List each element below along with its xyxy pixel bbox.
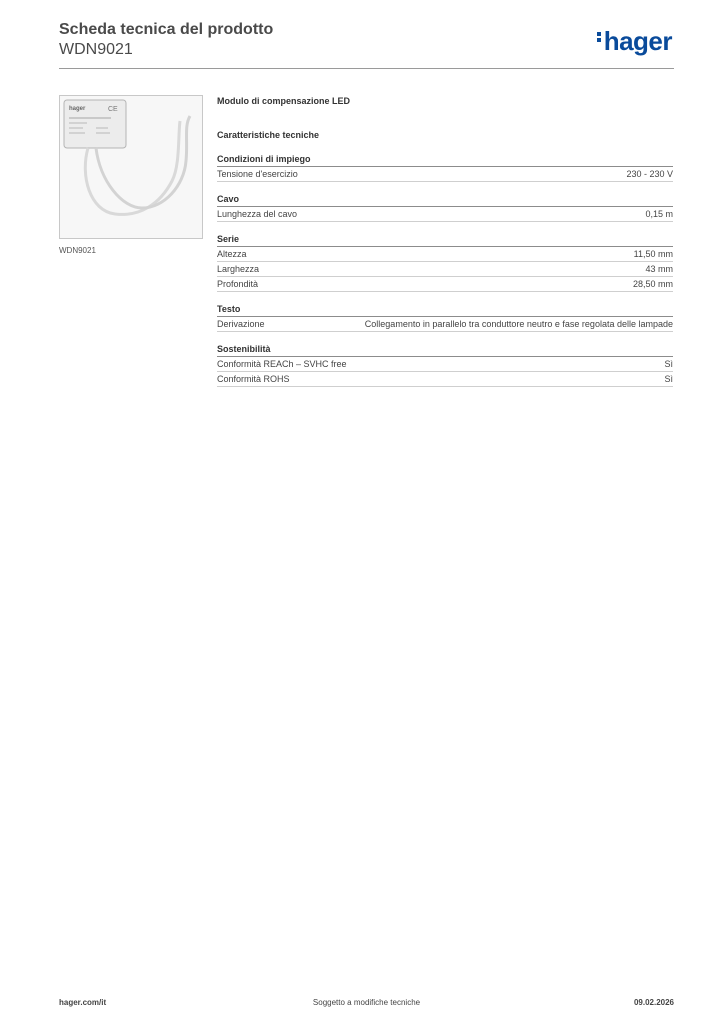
spec-group-sostenibilita (217, 344, 673, 387)
spec-value: 28,50 mm (632, 279, 673, 289)
spec-row (217, 372, 673, 387)
spec-row (217, 277, 673, 292)
footer-notice: Soggetto a modifiche tecniche (312, 998, 421, 1007)
spec-heading: Caratteristiche tecniche (217, 130, 320, 140)
group-title: Cavo (217, 194, 673, 207)
hager-logo (597, 26, 672, 57)
spec-group-serie (217, 234, 673, 292)
group-title: Sostenibilità (217, 344, 673, 357)
product-name: Modulo di compensazione LED (217, 96, 351, 106)
product-photo (59, 95, 203, 239)
spec-group-cavo (217, 194, 673, 222)
spec-group-testo (217, 304, 673, 332)
document-date: 09.02.2026 (633, 998, 674, 1007)
spec-value: 230 - 230 V (626, 169, 673, 179)
spec-row (217, 247, 673, 262)
spec-value: Collegamento in parallelo tra conduttore neutro e fase regolata delle lampade (364, 319, 673, 329)
photo-caption: WDN9021 (59, 246, 96, 255)
spec-row (217, 167, 673, 182)
spec-value: 0,15 m (645, 209, 673, 219)
product-code: WDN9021 (59, 41, 133, 58)
spec-row (217, 357, 673, 372)
spec-label: Derivazione (217, 319, 265, 329)
spec-label: Lunghezza del cavo (217, 209, 298, 219)
website-link[interactable]: hager.com/it (59, 998, 107, 1007)
specifications (217, 96, 673, 399)
spec-value: Sì (664, 374, 673, 384)
logo-dots-icon (597, 32, 602, 44)
spec-label: Larghezza (217, 264, 260, 274)
spec-value: 11,50 mm (633, 249, 673, 259)
group-title: Condizioni di impiego (217, 154, 673, 167)
ce-mark: CE (108, 106, 118, 113)
spec-value: Sì (664, 359, 673, 369)
group-title: Serie (217, 234, 673, 247)
page-title: Scheda tecnica del prodotto (59, 21, 274, 38)
led-module-illustration (60, 96, 202, 238)
document-header (59, 20, 674, 60)
header-divider (59, 68, 674, 69)
spec-label: Altezza (217, 249, 247, 259)
logo-text: hager (603, 26, 672, 56)
spec-value: 43 mm (645, 264, 673, 274)
spec-label: Conformità REACh – SVHC free (217, 359, 347, 369)
spec-row (217, 262, 673, 277)
group-title: Testo (217, 304, 673, 317)
spec-label: Conformità ROHS (217, 374, 290, 384)
spec-row (217, 207, 673, 222)
spec-label: Tensione d'esercizio (217, 169, 298, 179)
spec-group-condizioni (217, 154, 673, 182)
device-logo: hager (69, 106, 86, 112)
spec-row (217, 317, 673, 332)
spec-label: Profondità (217, 279, 259, 289)
